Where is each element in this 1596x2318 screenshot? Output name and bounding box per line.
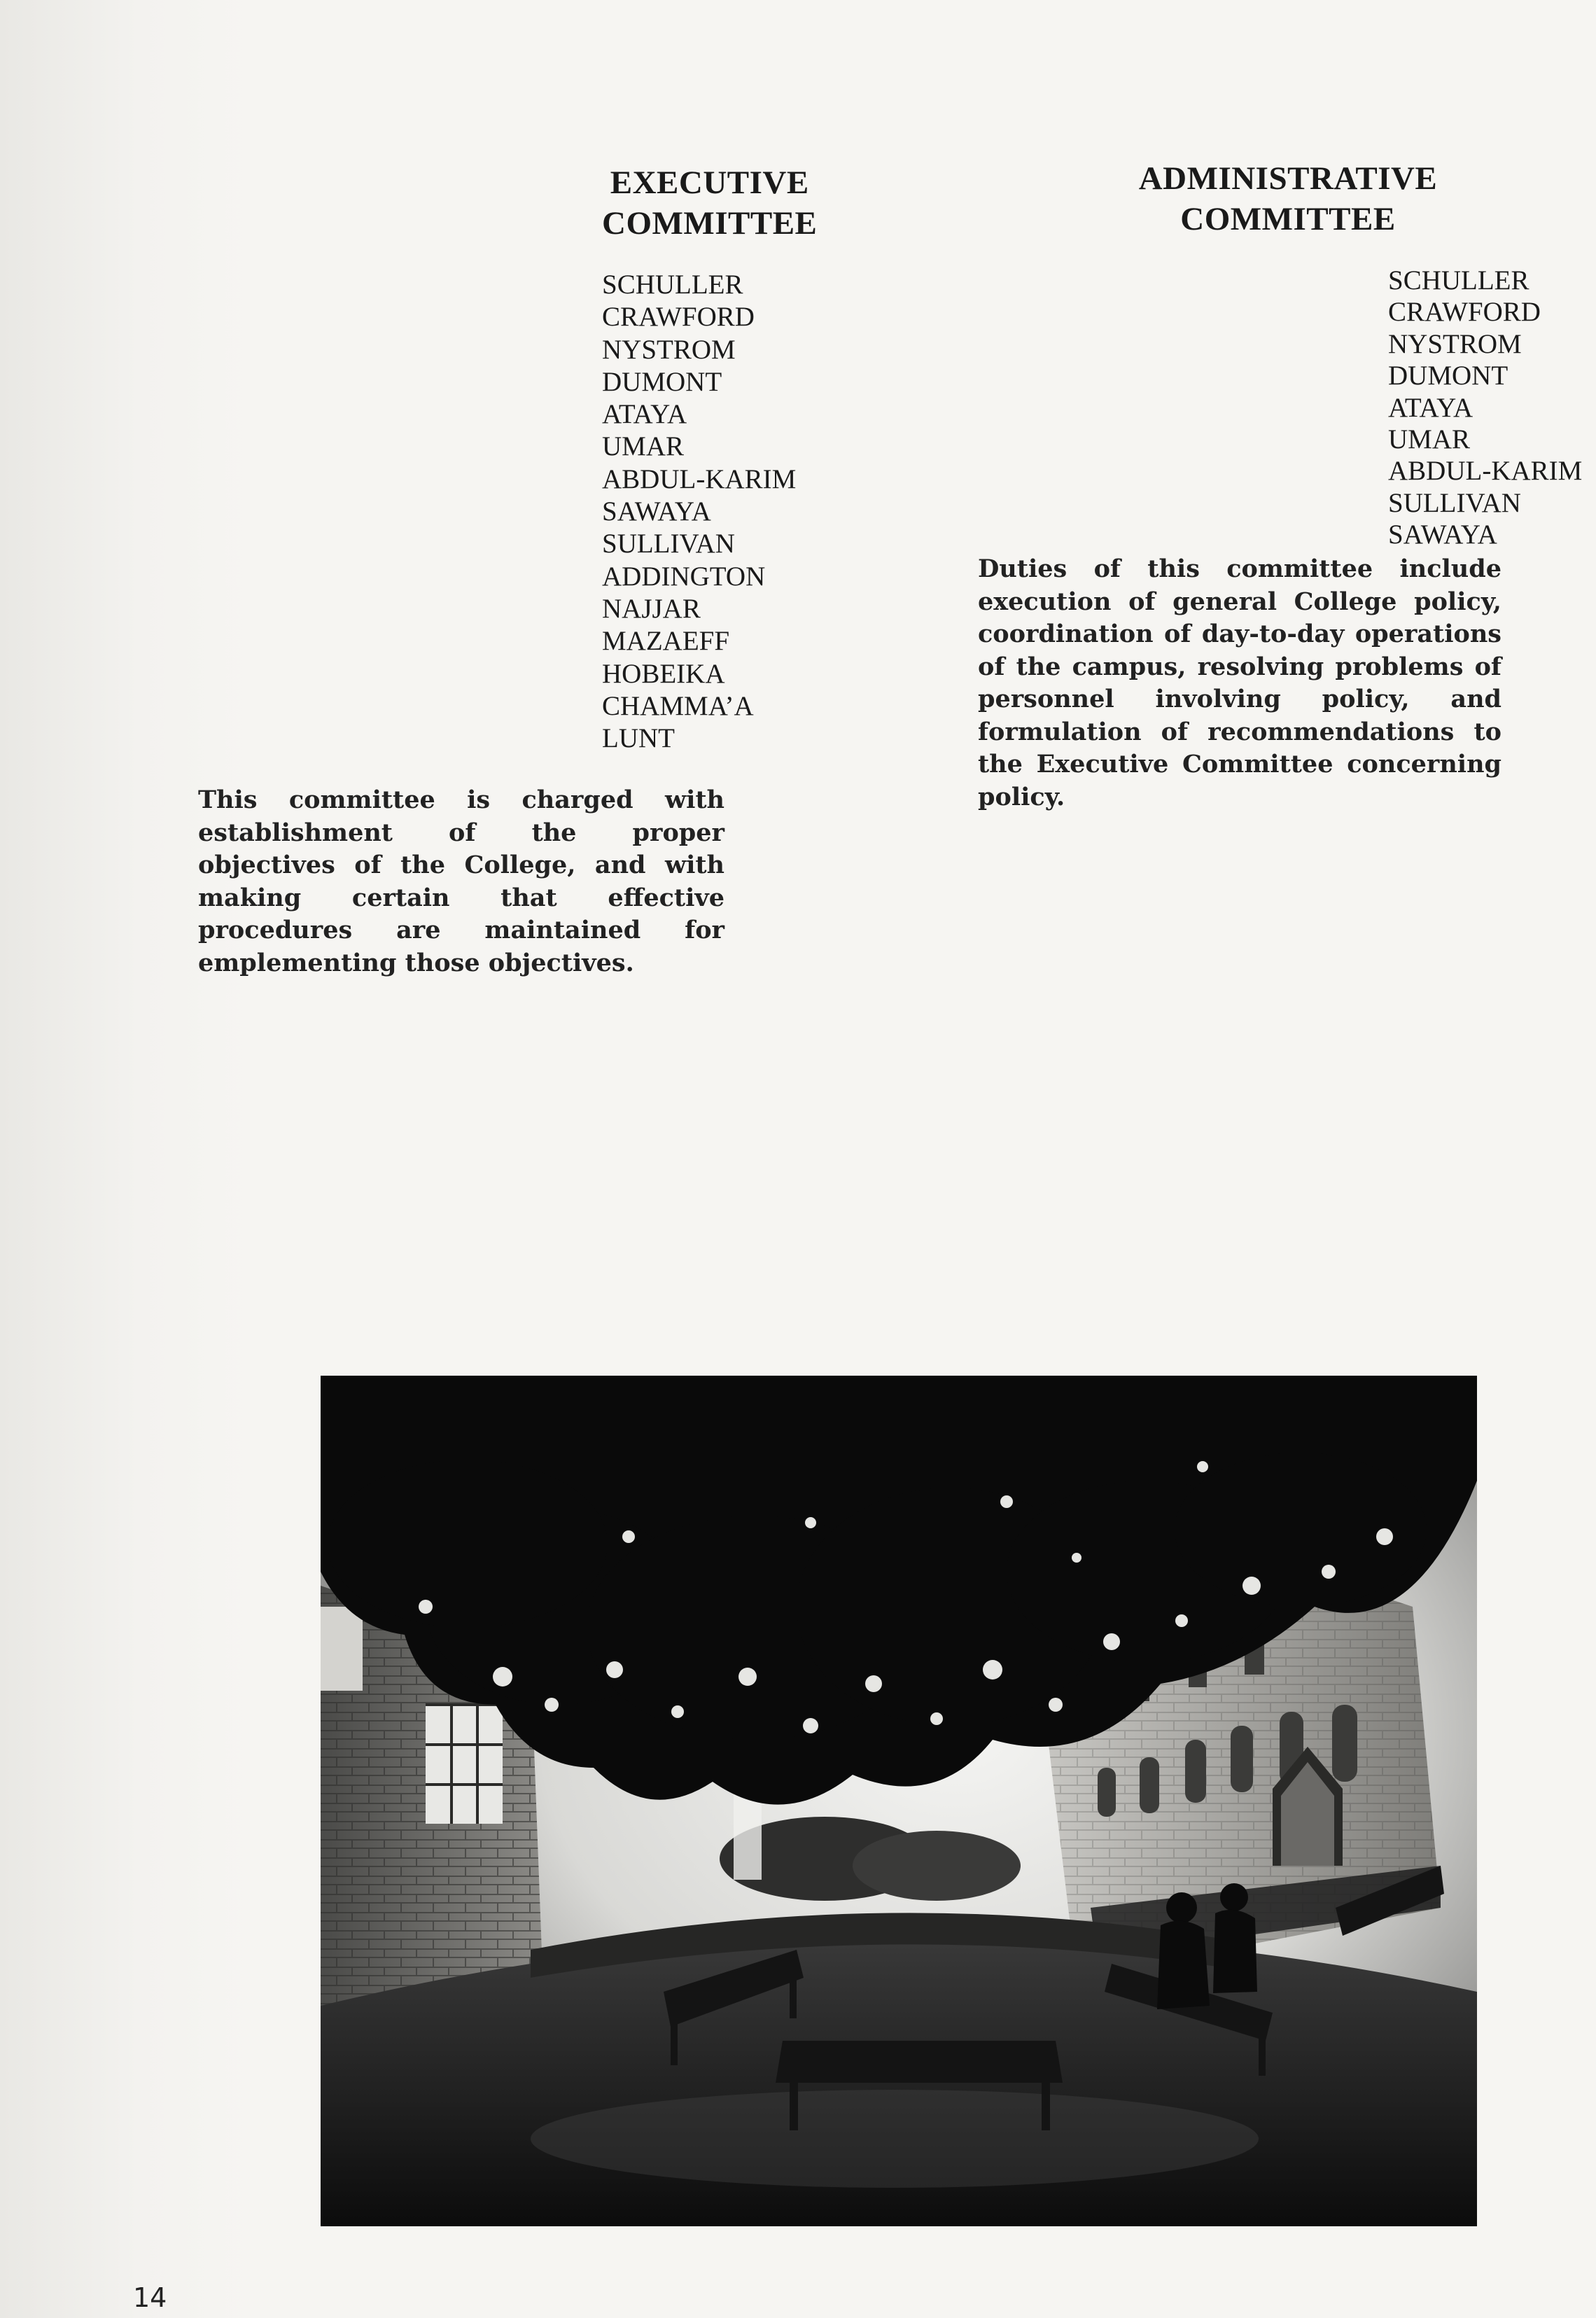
member-name: SCHULLER [602,270,743,300]
member-name: ABDUL-KARIM [1388,456,1583,487]
member-name: CHAMMA’A [602,690,754,721]
executive-description: This committee is charged with establishment of the proper objectives of the College, and with making certain that effective procedures are maintained for emplementing those objectives. [198,786,724,977]
member-name: CRAWFORD [1388,297,1541,328]
page-fold-shadow [0,0,252,2318]
member-name: DUMONT [1388,361,1508,391]
executive-member-list [602,269,796,755]
member-name: ATAYA [602,399,687,430]
member-name: LUNT [602,723,675,754]
member-name: SCHULLER [1388,265,1530,295]
member-name: MAZAEFF [602,626,730,657]
member-name: NYSTROM [1388,328,1522,359]
administrative-description: Duties of this committee include execution of general College policy, coordination of day-to-day operations of the campus, resolving problems of personnel involving policy, and formulation of recommendations to the Executive Committee concerning policy. [978,554,1502,811]
member-name: UMAR [602,431,685,462]
executive-title-line1: EXECUTIVE [610,165,809,201]
member-name: DUMONT [602,366,722,397]
member-name: HOBEIKA [602,658,725,689]
member-name: SAWAYA [1388,519,1497,550]
courtyard-illustration [321,1376,1477,2226]
executive-committee-title [602,162,817,244]
campus-courtyard-photo [321,1376,1477,2226]
member-name: SULLIVAN [1388,487,1521,518]
member-name: SAWAYA [602,496,711,527]
administrative-committee-title [1139,158,1438,239]
member-name: ADDINGTON [602,561,766,592]
administrative-member-list [1388,265,1582,551]
member-name: ABDUL-KARIM [602,463,797,494]
member-name: UMAR [1388,424,1471,455]
member-name: NAJJAR [602,593,701,624]
member-name: ATAYA [1388,392,1474,423]
member-name: SULLIVAN [602,529,735,559]
executive-title-line2: COMMITTEE [602,205,818,242]
administrative-title-line1: ADMINISTRATIVE [1138,160,1438,197]
member-name: NYSTROM [602,334,736,365]
member-name: CRAWFORD [602,302,755,333]
page-number: 14 [133,2282,167,2313]
administrative-title-line2: COMMITTEE [1180,201,1396,237]
